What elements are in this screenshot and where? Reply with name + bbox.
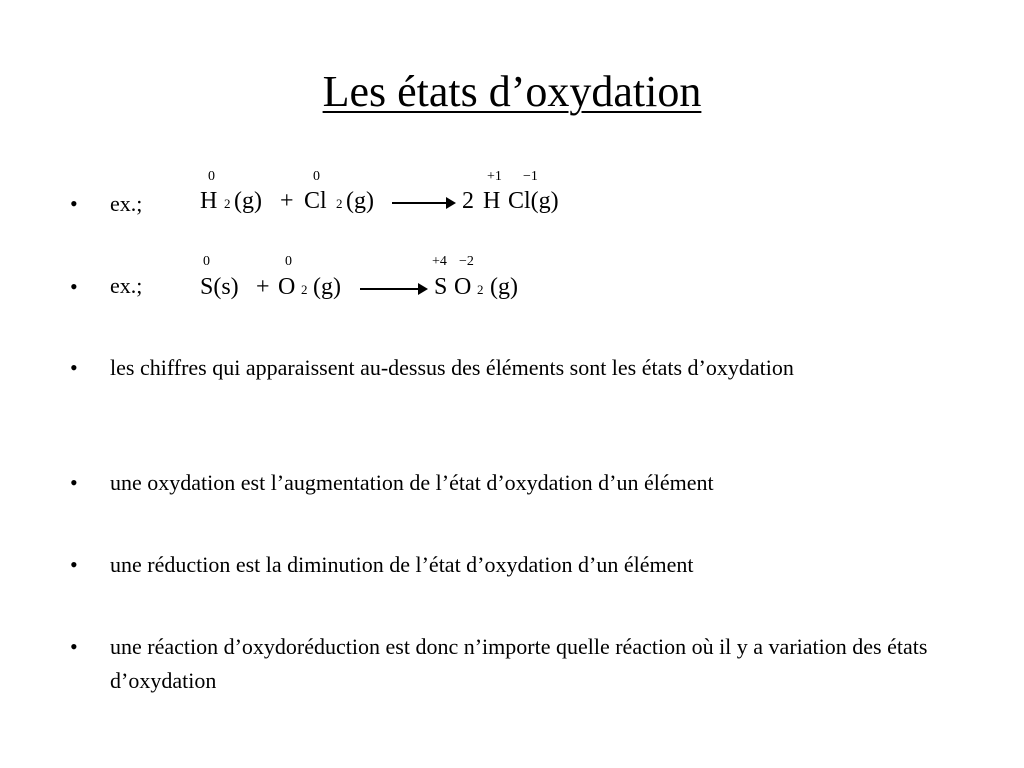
ox-state: +1 (487, 169, 502, 184)
list-item: les chiffres qui apparaissent au-dessus des éléments sont les états d’oxydation (110, 355, 794, 380)
ox-state: −2 (459, 254, 474, 269)
ox-state: 0 (203, 254, 210, 269)
ox-state: 0 (313, 169, 320, 184)
element-symbol: H (483, 188, 501, 214)
subscript: 2 (224, 196, 231, 211)
slide-title (0, 62, 1024, 122)
list-item: une oxydation est l’augmentation de l’état d’oxydation d’un élément (110, 470, 714, 495)
example-label: ex.; (110, 191, 143, 216)
bullet-marker: • (70, 470, 78, 495)
element-symbol: O (454, 274, 472, 300)
state-label: (g) (346, 188, 374, 214)
ox-state: 0 (208, 169, 215, 184)
bullet-marker: • (70, 552, 78, 577)
element-symbol: S (434, 274, 448, 300)
element-symbol: O (278, 274, 296, 300)
plus-sign: + (256, 274, 270, 300)
ox-state: +4 (432, 254, 447, 269)
state-label: (g) (313, 274, 341, 300)
state-label: (g) (490, 274, 518, 300)
element-symbol: Cl(g) (508, 188, 559, 214)
ox-state: −1 (523, 169, 538, 184)
element-symbol: Cl (304, 188, 327, 214)
subscript: 2 (336, 196, 343, 211)
subscript: 2 (301, 282, 308, 297)
subscript: 2 (477, 282, 484, 297)
bullet-marker: • (70, 634, 78, 659)
bullet-marker: • (70, 355, 78, 380)
ox-state: 0 (285, 254, 292, 269)
reaction-arrow (360, 288, 426, 290)
list-item: une réduction est la diminution de l’état d’oxydation d’un élément (110, 552, 694, 577)
plus-sign: + (280, 188, 294, 214)
slide-title-text: Les états d’oxydation (322, 67, 702, 116)
state-label: (g) (234, 188, 262, 214)
reaction-arrow (392, 202, 454, 204)
list-item: une réaction d’oxydoréduction est donc n’importe quelle réaction où il y a variation des états d’oxydation (110, 634, 928, 693)
bullet-marker: • (70, 191, 78, 216)
element-symbol: S(s) (200, 274, 239, 300)
bullet-marker: • (70, 274, 78, 299)
element-symbol: H (200, 188, 218, 214)
coefficient: 2 (462, 188, 474, 214)
example-label: ex.; (110, 273, 143, 298)
